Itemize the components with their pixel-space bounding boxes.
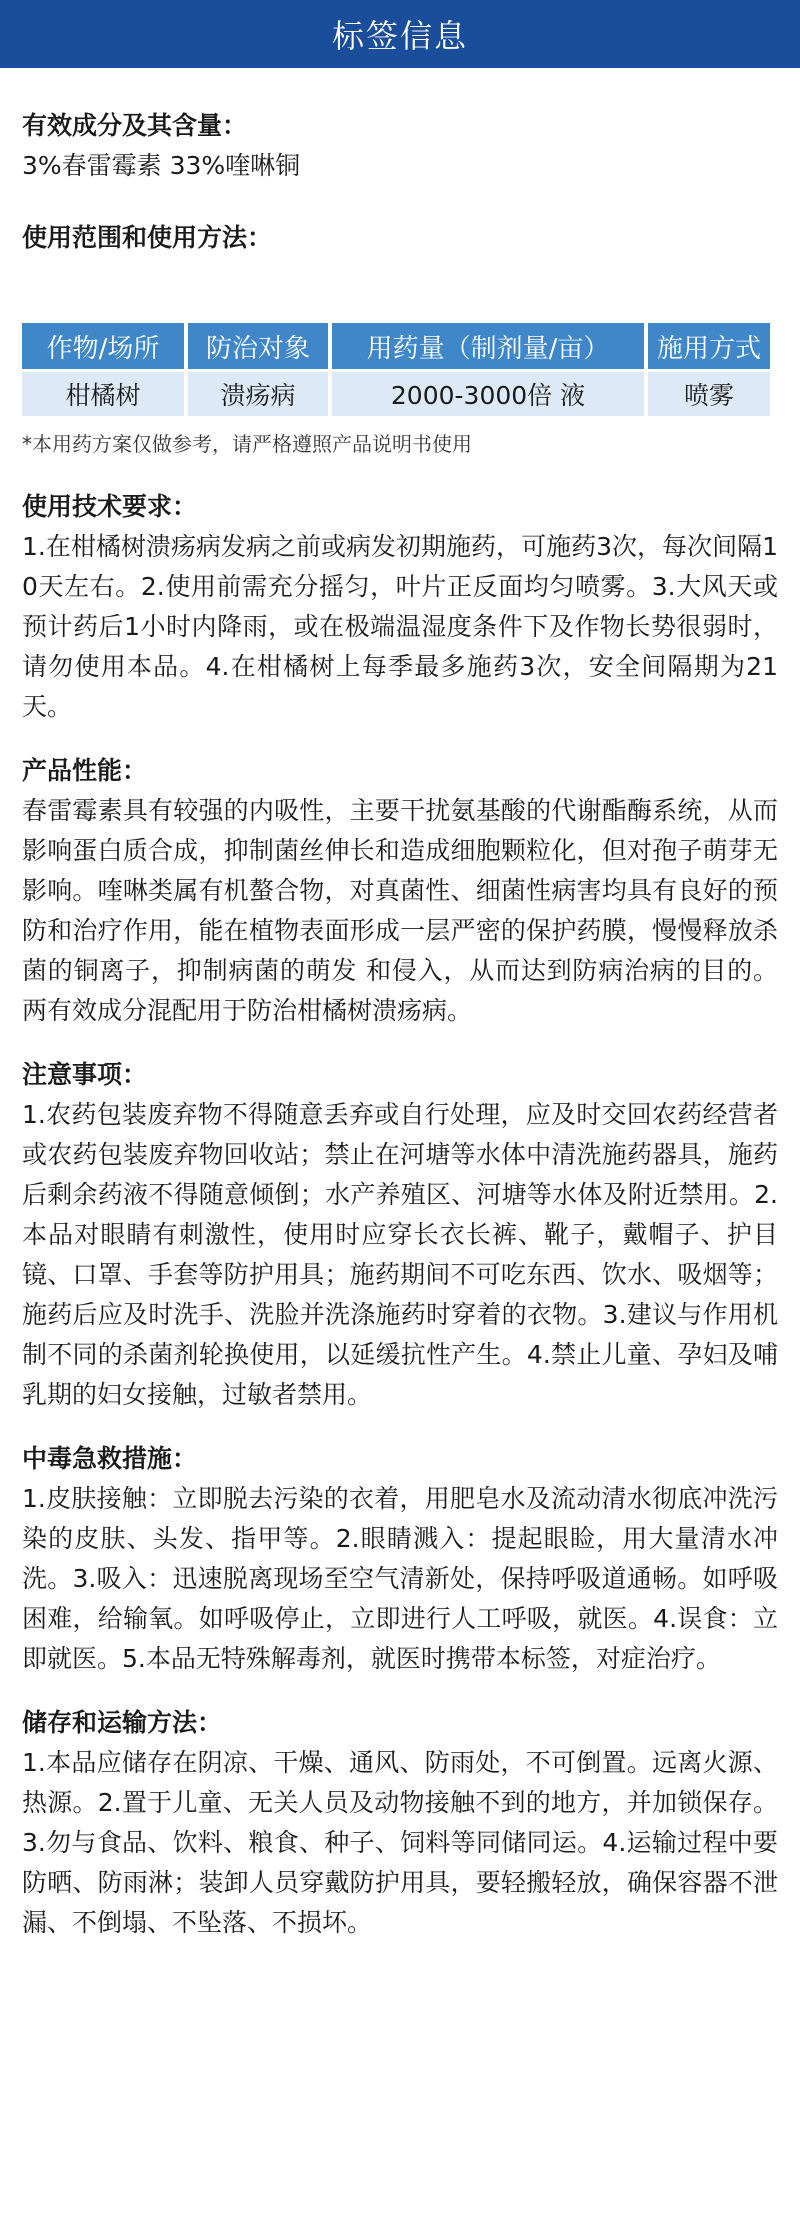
first-aid-text: 1.皮肤接触：立即脱去污染的衣着，用肥皂水及流动清水彻底冲洗污染的皮肤、头发、指甲等。2.眼睛溅入：提起眼睑，用大量清水冲洗。3.吸入：迅速脱离现场至空气清新处，保持呼吸道通畅。如呼吸困难，给输氧。如呼吸停止，立即进行人工呼吸，就医。4.误食：立即就医。5.本品无特殊解毒剂，就医时携带本标签，对症治疗。	[22, 1484, 778, 1673]
section-technical-requirements	[22, 487, 778, 727]
page-title: 标签信息	[331, 17, 468, 55]
cell-dosage: 2000-3000倍 液	[332, 372, 644, 416]
performance-heading: 产品性能：	[22, 756, 148, 785]
column-header-crop: 作物/场所	[22, 323, 184, 369]
section-first-aid	[22, 1439, 778, 1679]
usage-table-wrapper	[22, 320, 778, 419]
column-header-target: 防治对象	[188, 323, 328, 369]
ingredients-heading: 有效成分及其含量：	[22, 111, 248, 140]
content-area	[0, 106, 800, 1943]
usage-table	[18, 320, 774, 419]
cell-method: 喷雾	[648, 372, 770, 416]
performance-text: 春雷霉素具有较强的内吸性，主要干扰氨基酸的代谢酯酶系统，从而影响蛋白质合成，抑制菌丝伸长和造成细胞颗粒化，但对孢子萌芽无影响。喹啉类属有机螯合物，对真菌性、细菌性病害均具有良好的预防和治疗作用，能在植物表面形成一层严密的保护药膜，慢慢释放杀菌的铜离子，抑制病菌的萌发 和侵入，从而达到防病治病的目的。两有效成分混配用于防治柑橘树溃疡病。	[22, 796, 778, 1025]
table-row	[22, 372, 770, 416]
section-usage	[22, 218, 778, 459]
section-storage-transport	[22, 1703, 778, 1943]
precautions-heading: 注意事项：	[22, 1060, 148, 1089]
section-precautions	[22, 1055, 778, 1415]
cell-crop: 柑橘树	[22, 372, 184, 416]
header-bar	[0, 0, 800, 68]
column-header-method: 施用方式	[648, 323, 770, 369]
ingredients-text: 3%春雷霉素 33%喹啉铜	[22, 151, 301, 180]
section-product-performance	[22, 751, 778, 1031]
column-header-dosage: 用药量（制剂量/亩）	[332, 323, 644, 369]
first-aid-heading: 中毒急救措施：	[22, 1444, 198, 1473]
storage-text: 1.本品应储存在阴凉、干燥、通风、防雨处，不可倒置。远离火源、热源。2.置于儿童、无关人员及动物接触不到的地方，并加锁保存。3.勿与食品、饮料、粮食、种子、饲料等同储同运。4.运输过程中要防晒、防雨淋；装卸人员穿戴防护用具，要轻搬轻放，确保容器不泄漏、不倒塌、不坠落、不损坏。	[22, 1748, 778, 1937]
usage-heading: 使用范围和使用方法：	[22, 223, 273, 252]
storage-heading: 储存和运输方法：	[22, 1708, 223, 1737]
table-header-row	[22, 323, 770, 369]
table-note: *本用药方案仅做参考，请严格遵照产品说明书使用	[22, 432, 472, 456]
section-ingredients	[22, 106, 778, 186]
cell-target: 溃疡病	[188, 372, 328, 416]
precautions-text: 1.农药包装废弃物不得随意丢弃或自行处理，应及时交回农药经营者或农药包装废弃物回收站；禁止在河塘等水体中清洗施药器具，施药后剩余药液不得随意倾倒；水产养殖区、河塘等水体及附近禁用。2.本品对眼睛有刺激性，使用时应穿长衣长裤、靴子，戴帽子、护目镜、口罩、手套等防护用具；施药期间不可吃东西、饮水、吸烟等；施药后应及时洗手、洗脸并洗涤施药时穿着的衣物。3.建议与作用机制不同的杀菌剂轮换使用，以延缓抗性产生。4.禁止儿童、孕妇及哺乳期的妇女接触，过敏者禁用。	[22, 1100, 778, 1409]
technical-heading: 使用技术要求：	[22, 492, 198, 521]
technical-text: 1.在柑橘树溃疡病发病之前或病发初期施药，可施药3次，每次间隔10天左右。2.使用前需充分摇匀，叶片正反面均匀喷雾。3.大风天或预计药后1小时内降雨，或在极端温湿度条件下及作物长势很弱时，请勿使用本品。4.在柑橘树上每季最多施药3次，安全间隔期为21天。	[22, 532, 778, 721]
